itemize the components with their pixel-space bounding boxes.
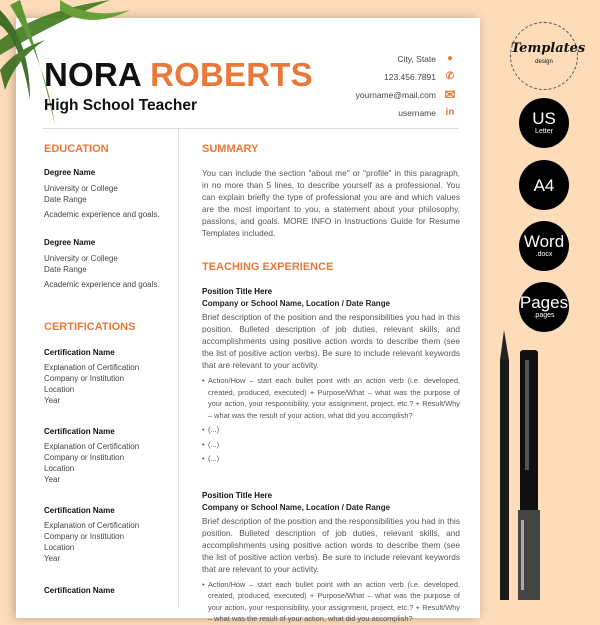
certification-name: Certification Name: [44, 348, 115, 357]
education-detail: Academic experience and goals.: [44, 280, 160, 289]
certification-company: Company or Institution: [44, 374, 125, 383]
word-badge: [519, 221, 569, 271]
candidate-name: [44, 56, 313, 94]
certification-location: Location: [44, 543, 75, 552]
logo-sub: design: [535, 59, 553, 65]
badge-sub: .pages: [533, 312, 555, 319]
education-heading: EDUCATION: [44, 143, 109, 155]
certification-year: Year: [44, 396, 61, 405]
phone-icon: ✆: [445, 71, 455, 82]
certification-year: Year: [44, 475, 61, 484]
certification-name: Certification Name: [44, 586, 115, 595]
date-range: Date Range: [44, 265, 87, 274]
header-divider: [42, 128, 458, 129]
logo-text: Templates: [511, 41, 586, 56]
certification-company: Company or Institution: [44, 453, 125, 462]
badge-sub: .docx: [535, 251, 553, 258]
certification-location: Location: [44, 385, 75, 394]
linkedin-icon: in: [445, 107, 455, 118]
school: University or College: [44, 184, 118, 193]
job-title: High School Teacher: [44, 97, 198, 114]
education-detail: Academic experience and goals.: [44, 210, 160, 219]
date-range: Date Range: [44, 195, 87, 204]
experience-item: [202, 287, 460, 465]
right-column: [202, 143, 460, 625]
badge-main: US: [532, 109, 556, 128]
position-description: Brief description of the position and the responsibilities you had in this position. Bulleted description of job duties, relevant skills, and accomplishments using positive action words to describe them (see the list of positive action verbs). Be sure to include relevant keywords that are relevant to your activity.: [202, 515, 460, 574]
bullet-item: • Action/How – start each bullet point with an action verb (i.e. developed, created, produced, executed) + Purpose/What – what was the purpose of your action, your responsibility, your assignment, project, etc.? + Result/Why – what was the result of your action, what did you accomplish?: [208, 375, 460, 421]
contact-email: yourname@mail.com: [355, 90, 436, 100]
certification-explanation: Explanation of Certification: [44, 363, 140, 372]
bullet-item: • Action/How – start each bullet point with an action verb (i.e. developed, created, produced, executed) + Purpose/What – what was the purpose of your action, your responsibility, your assignment, project, etc.? + Result/Why – what was the result of your action, what did you accomplish?: [208, 579, 460, 625]
us-letter-badge: [519, 98, 569, 148]
certification-company: Company or Institution: [44, 532, 125, 541]
badge-sub: Letter: [535, 128, 553, 135]
position-title: Position Title Here: [202, 287, 273, 296]
summary-heading: SUMMARY: [202, 143, 259, 155]
badge-main: Word: [523, 232, 565, 251]
experience-heading: TEACHING EXPERIENCE: [202, 261, 334, 273]
summary-text: You can include the section "about me" or "profile" in this paragraph, in no more than 5 lines, to describe yourself as a professional. You can explain briefly the type of professional you are and which values are the most important to you, a statement about your philosophy, passions, and goals. MORE INFO in Instructions Guide for Resume Templates included.: [202, 168, 460, 238]
first-name: NORA: [44, 56, 141, 93]
badge-main: A4: [533, 175, 555, 195]
certification-location: Location: [44, 464, 75, 473]
company-line: Company or School Name, Location / Date Range: [202, 299, 391, 308]
certification-name: Certification Name: [44, 427, 115, 436]
position-description: Brief description of the position and the responsibilities you had in this position. Bulleted description of job duties, relevant skills, and accomplishments using positive action words to describe them (see the list of positive action verbs). Be sure to include relevant keywords that are relevant to your activity.: [202, 312, 460, 370]
contact-location: City, State: [397, 54, 436, 64]
certification-explanation: Explanation of Certification: [44, 442, 140, 451]
bullet-item: • (...): [208, 424, 460, 436]
pages-badge: [519, 282, 569, 332]
company-line: Company or School Name, Location / Date Range: [202, 502, 391, 512]
degree-name: Degree Name: [44, 168, 96, 177]
a4-badge: [519, 160, 569, 210]
pencil-decoration: [490, 330, 600, 600]
location-pin-icon: ●: [446, 53, 454, 64]
school: University or College: [44, 254, 118, 263]
degree-name: Degree Name: [44, 238, 96, 247]
bullet-item: • (...): [208, 453, 460, 465]
contact-linkedin: username: [398, 108, 436, 118]
last-name: ROBERTS: [150, 56, 313, 93]
brand-logo: [510, 22, 586, 90]
position-title: Position Title Here: [202, 490, 273, 500]
certification-explanation: Explanation of Certification: [44, 521, 140, 530]
certification-year: Year: [44, 554, 61, 563]
certification-name: Certification Name: [44, 506, 115, 515]
column-divider: [178, 128, 179, 608]
bullet-item: • (...): [208, 439, 460, 451]
contact-phone: 123.456.7891: [384, 72, 436, 82]
certifications-heading: CERTIFICATIONS: [44, 321, 136, 333]
mail-icon: ✉: [444, 87, 456, 102]
badge-main: Pages: [519, 293, 569, 312]
experience-item: [202, 491, 460, 625]
